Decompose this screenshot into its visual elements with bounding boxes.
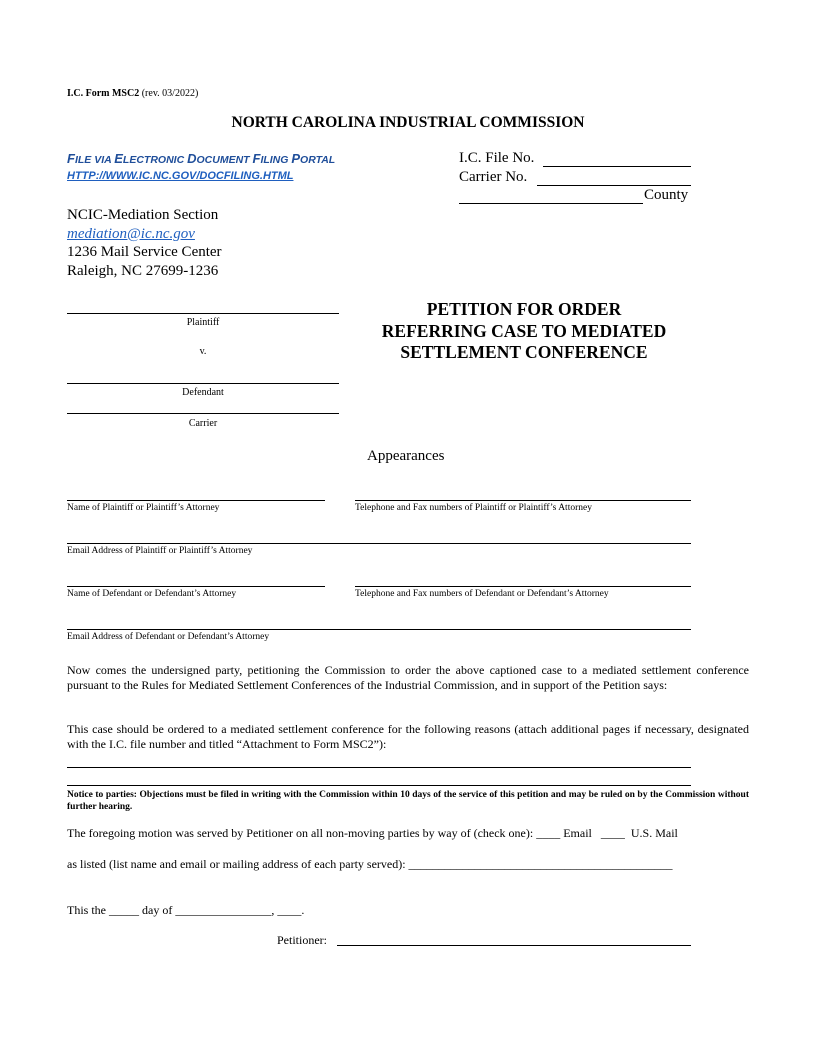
defendant-phone-field[interactable] bbox=[355, 586, 691, 587]
form-id bbox=[67, 88, 198, 99]
service-list-line[interactable]: as listed (list name and email or mailing address of each party served): ____________________________________________ bbox=[67, 857, 673, 871]
ic-file-field[interactable] bbox=[543, 166, 691, 167]
portal-heading-segment: E bbox=[114, 151, 123, 166]
plaintiff-phone-label: Telephone and Fax numbers of Plaintiff or Plaintiff’s Attorney bbox=[355, 503, 592, 513]
plaintiff-name-field[interactable] bbox=[67, 500, 325, 501]
petition-title bbox=[356, 299, 692, 364]
portal-heading-segment: P bbox=[291, 151, 301, 166]
address-email-link[interactable]: mediation@ic.nc.gov bbox=[67, 225, 195, 242]
petitioner-signature-field[interactable] bbox=[337, 945, 691, 946]
title-line-3: SETTLEMENT CONFERENCE bbox=[400, 342, 648, 362]
reasons-field-1[interactable] bbox=[67, 767, 691, 768]
address-city: Raleigh, NC 27699-1236 bbox=[67, 262, 219, 279]
county-field[interactable] bbox=[459, 203, 643, 204]
versus-label: v. bbox=[199, 346, 207, 357]
portal-heading-segment: LECTRONIC bbox=[122, 154, 188, 166]
appearances-heading: Appearances bbox=[367, 448, 445, 464]
plaintiff-email-field[interactable] bbox=[67, 543, 691, 544]
portal-heading-segment: F bbox=[252, 151, 261, 166]
carrier-label: Carrier bbox=[188, 418, 218, 429]
defendant-phone-label: Telephone and Fax numbers of Defendant or Defendant’s Attorney bbox=[355, 589, 609, 599]
reasons-field-2[interactable] bbox=[67, 785, 691, 786]
defendant-label: Defendant bbox=[182, 387, 224, 398]
form-id-number: I.C. Form MSC2 bbox=[67, 88, 140, 99]
plaintiff-phone-field[interactable] bbox=[355, 500, 691, 501]
carrier-no-label: Carrier No. bbox=[459, 169, 528, 185]
agency-name: NORTH CAROLINA INDUSTRIAL COMMISSION bbox=[231, 114, 585, 131]
portal-heading-segment: ILING bbox=[260, 154, 292, 166]
petition-paragraph: Now comes the undersigned party, petitioning the Commission to order the above captioned case to a mediated settlement conference pursuant to the Rules for Mediated Settlement Conferences of the Industrial Commission, and in support of the Petition says: bbox=[67, 663, 749, 692]
title-line-1: PETITION FOR ORDER bbox=[426, 299, 622, 319]
title-line-2: REFERRING CASE TO MEDIATED bbox=[381, 320, 667, 341]
defendant-name-field[interactable] bbox=[67, 586, 325, 587]
mailing-address bbox=[67, 206, 222, 280]
defendant-name-label: Name of Defendant or Defendant’s Attorney bbox=[67, 589, 237, 599]
defendant-field[interactable] bbox=[67, 383, 339, 384]
carrier-no-field[interactable] bbox=[537, 185, 691, 186]
defendant-email-label: Email Address of Defendant or Defendant’s Attorney bbox=[67, 632, 270, 642]
portal-heading-segment: ORTAL bbox=[300, 154, 336, 166]
plaintiff-name-label: Name of Plaintiff or Plaintiff’s Attorney bbox=[67, 503, 220, 513]
notice-to-parties: Notice to parties: Objections must be filed in writing with the Commission within 10 days of the service of this petition and may be ruled on by the Commission without further hearing. bbox=[67, 790, 749, 812]
address-street: 1236 Mail Service Center bbox=[67, 244, 222, 260]
portal-heading-segment: D bbox=[187, 151, 197, 166]
filing-portal-heading bbox=[67, 150, 335, 168]
portal-heading-segment: OCUMENT bbox=[196, 154, 253, 166]
ic-file-label: I.C. File No. bbox=[459, 150, 535, 166]
address-section: NCIC-Mediation Section bbox=[67, 207, 219, 223]
petitioner-label: Petitioner: bbox=[277, 933, 327, 947]
defendant-email-field[interactable] bbox=[67, 629, 691, 630]
filing-portal-link[interactable]: HTTP://WWW.IC.NC.GOV/DOCFILING.HTML bbox=[67, 170, 294, 182]
reasons-paragraph: This case should be ordered to a mediated settlement conference for the following reasons (attach additional pages if necessary, designated with the I.C. file number and titled “Attachment to Form MSC2”): bbox=[67, 722, 749, 751]
portal-heading-segment: ILE VIA bbox=[74, 154, 115, 166]
plaintiff-label: Plaintiff bbox=[186, 317, 220, 328]
form-revision: (rev. 03/2022) bbox=[141, 88, 199, 99]
portal-heading-segment: F bbox=[67, 151, 75, 166]
date-line[interactable]: This the _____ day of ________________, ____. bbox=[67, 903, 305, 917]
service-method-line[interactable]: The foregoing motion was served by Petitioner on all non-moving parties by way of (check one): ____ Email ____ U.S. Mail bbox=[67, 826, 678, 840]
county-label: County bbox=[644, 187, 689, 203]
plaintiff-email-label: Email Address of Plaintiff or Plaintiff’s Attorney bbox=[67, 546, 253, 556]
carrier-field[interactable] bbox=[67, 413, 339, 414]
plaintiff-field[interactable] bbox=[67, 313, 339, 314]
